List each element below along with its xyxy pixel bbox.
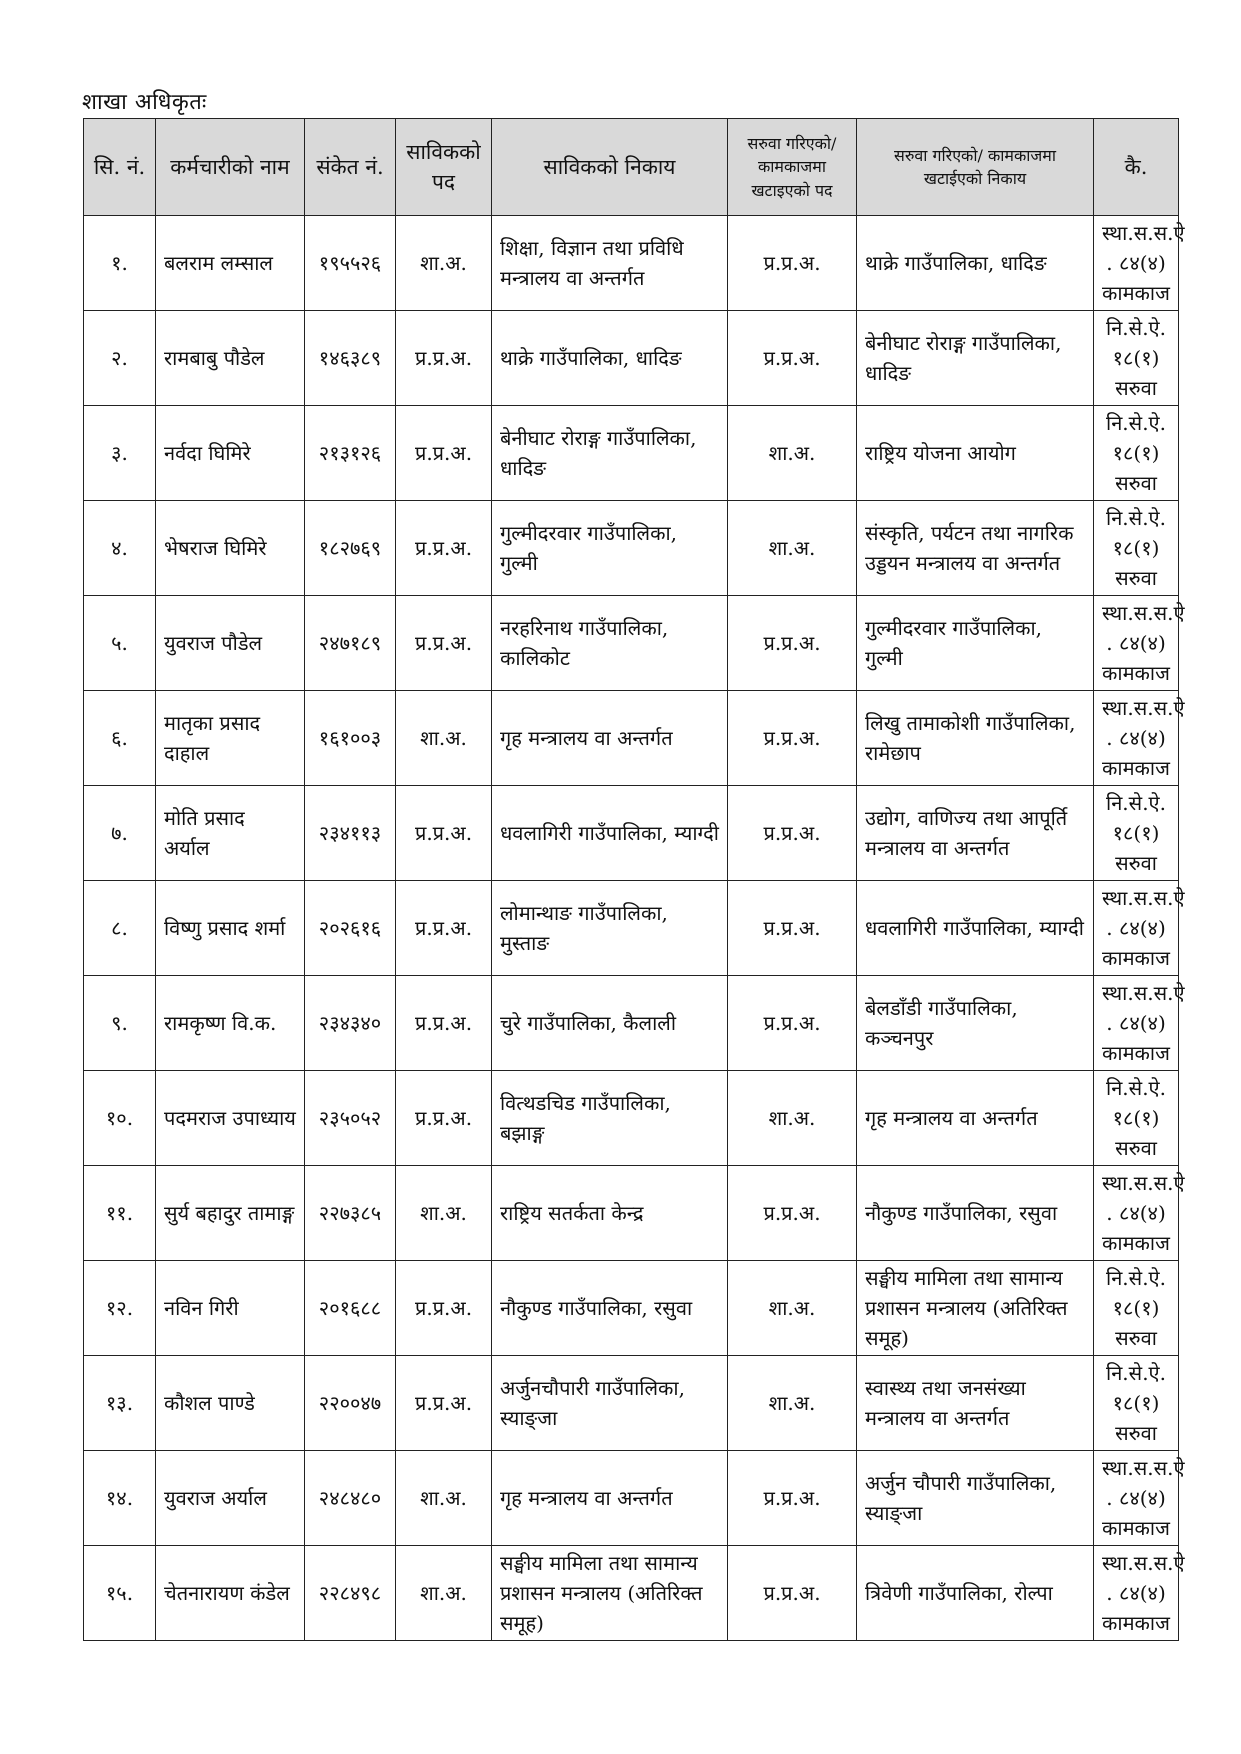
cell-new-office: बेलडाँडी गाउँपालिका, कञ्चनपुर — [857, 976, 1094, 1071]
cell-code: २३५०५२ — [305, 1071, 396, 1166]
cell-code: २४८४८० — [305, 1451, 396, 1546]
cell-code: २३४११३ — [305, 786, 396, 881]
cell-prev-office: गृह मन्त्रालय वा अन्तर्गत — [492, 1451, 728, 1546]
cell-sn: २. — [84, 311, 156, 406]
cell-remarks: स्था.स.स.ऐ . ८४(४) कामकाज — [1094, 596, 1179, 691]
cell-prev-office: लोमान्थाङ गाउँपालिका, मुस्ताङ — [492, 881, 728, 976]
cell-sn: १४. — [84, 1451, 156, 1546]
cell-prev-post: प्र.प्र.अ. — [396, 406, 492, 501]
header-prev-post: साविकको पद — [396, 119, 492, 216]
cell-sn: ५. — [84, 596, 156, 691]
cell-name: मोति प्रसाद अर्याल — [156, 786, 305, 881]
table-row — [84, 1546, 1179, 1641]
table-row — [84, 501, 1179, 596]
cell-remarks: नि.से.ऐ. १८(१) सरुवा — [1094, 406, 1179, 501]
cell-new-post: शा.अ. — [728, 406, 857, 501]
cell-prev-office: नौकुण्ड गाउँपालिका, रसुवा — [492, 1261, 728, 1356]
cell-name: भेषराज घिमिरे — [156, 501, 305, 596]
cell-prev-office: अर्जुनचौपारी गाउँपालिका, स्याङ्जा — [492, 1356, 728, 1451]
cell-name: पदमराज उपाध्याय — [156, 1071, 305, 1166]
cell-new-post: शा.अ. — [728, 1261, 857, 1356]
cell-new-post: शा.अ. — [728, 1356, 857, 1451]
cell-prev-post: प्र.प्र.अ. — [396, 881, 492, 976]
cell-code: २४७१८९ — [305, 596, 396, 691]
cell-prev-office: थाक्रे गाउँपालिका, धादिङ — [492, 311, 728, 406]
cell-prev-post: प्र.प्र.अ. — [396, 596, 492, 691]
cell-code: १८२७६९ — [305, 501, 396, 596]
cell-sn: ११. — [84, 1166, 156, 1261]
cell-new-post: प्र.प्र.अ. — [728, 786, 857, 881]
cell-new-post: शा.अ. — [728, 501, 857, 596]
header-name: कर्मचारीको नाम — [156, 119, 305, 216]
table-row — [84, 1451, 1179, 1546]
cell-remarks: नि.से.ऐ. १८(१) सरुवा — [1094, 1356, 1179, 1451]
table-row — [84, 596, 1179, 691]
cell-name: युवराज पौडेल — [156, 596, 305, 691]
table-row — [84, 311, 1179, 406]
cell-code: २०२६१६ — [305, 881, 396, 976]
cell-remarks: नि.से.ऐ. १८(१) सरुवा — [1094, 786, 1179, 881]
cell-remarks: नि.से.ऐ. १८(१) सरुवा — [1094, 311, 1179, 406]
cell-remarks: स्था.स.स.ऐ . ८४(४) कामकाज — [1094, 881, 1179, 976]
cell-prev-post: प्र.प्र.अ. — [396, 786, 492, 881]
header-sn: सि. नं. — [84, 119, 156, 216]
cell-new-post: शा.अ. — [728, 1071, 857, 1166]
cell-prev-office: नरहरिनाथ गाउँपालिका, कालिकोट — [492, 596, 728, 691]
cell-new-office: अर्जुन चौपारी गाउँपालिका, स्याङ्जा — [857, 1451, 1094, 1546]
cell-name: युवराज अर्याल — [156, 1451, 305, 1546]
cell-name: रामबाबु पौडेल — [156, 311, 305, 406]
table-row — [84, 976, 1179, 1071]
cell-new-post: प्र.प्र.अ. — [728, 691, 857, 786]
section-heading: शाखा अधिकृतः — [82, 90, 207, 115]
cell-remarks: स्था.स.स.ऐ . ८४(४) कामकाज — [1094, 1451, 1179, 1546]
cell-remarks: स्था.स.स.ऐ . ८४(४) कामकाज — [1094, 1546, 1179, 1641]
table-row — [84, 216, 1179, 311]
table-row — [84, 1071, 1179, 1166]
cell-new-post: प्र.प्र.अ. — [728, 976, 857, 1071]
cell-prev-post: शा.अ. — [396, 216, 492, 311]
cell-new-office: थाक्रे गाउँपालिका, धादिङ — [857, 216, 1094, 311]
cell-new-office: त्रिवेणी गाउँपालिका, रोल्पा — [857, 1546, 1094, 1641]
cell-code: २२००४७ — [305, 1356, 396, 1451]
cell-remarks: स्था.स.स.ऐ . ८४(४) कामकाज — [1094, 1166, 1179, 1261]
header-new-office: सरुवा गरिएको/ कामकाजमा खटाईएको निकाय — [857, 119, 1094, 216]
cell-remarks: स्था.स.स.ऐ . ८४(४) कामकाज — [1094, 976, 1179, 1071]
table-row — [84, 691, 1179, 786]
cell-sn: १२. — [84, 1261, 156, 1356]
cell-sn: १५. — [84, 1546, 156, 1641]
cell-sn: ८. — [84, 881, 156, 976]
cell-new-office: गुल्मीदरवार गाउँपालिका, गुल्मी — [857, 596, 1094, 691]
cell-prev-office: वित्थडचिड गाउँपालिका, बझाङ्ग — [492, 1071, 728, 1166]
cell-prev-office: चुरे गाउँपालिका, कैलाली — [492, 976, 728, 1071]
cell-remarks: नि.से.ऐ. १८(१) सरुवा — [1094, 501, 1179, 596]
cell-code: १९५५२६ — [305, 216, 396, 311]
cell-prev-post: प्र.प्र.अ. — [396, 976, 492, 1071]
cell-new-post: प्र.प्र.अ. — [728, 311, 857, 406]
cell-new-post: प्र.प्र.अ. — [728, 881, 857, 976]
header-new-post: सरुवा गरिएको/ कामकाजमा खटाइएको पद — [728, 119, 857, 216]
cell-code: २२७३८५ — [305, 1166, 396, 1261]
cell-name: विष्णु प्रसाद शर्मा — [156, 881, 305, 976]
cell-new-post: प्र.प्र.अ. — [728, 1166, 857, 1261]
cell-name: नर्वदा घिमिरे — [156, 406, 305, 501]
header-remarks: कै. — [1094, 119, 1179, 216]
cell-sn: ४. — [84, 501, 156, 596]
cell-sn: ६. — [84, 691, 156, 786]
cell-remarks: नि.से.ऐ. १८(१) सरुवा — [1094, 1071, 1179, 1166]
cell-new-office: स्वास्थ्य तथा जनसंख्या मन्त्रालय वा अन्तर्गत — [857, 1356, 1094, 1451]
header-code: संकेत नं. — [305, 119, 396, 216]
transfer-table — [83, 118, 1185, 1641]
cell-name: रामकृष्ण वि.क. — [156, 976, 305, 1071]
cell-sn: १०. — [84, 1071, 156, 1166]
cell-code: २२८४९८ — [305, 1546, 396, 1641]
cell-name: मातृका प्रसाद दाहाल — [156, 691, 305, 786]
cell-new-post: प्र.प्र.अ. — [728, 596, 857, 691]
cell-prev-post: प्र.प्र.अ. — [396, 311, 492, 406]
cell-name: सुर्य बहादुर तामाङ्ग — [156, 1166, 305, 1261]
cell-code: १४६३८९ — [305, 311, 396, 406]
cell-prev-office: राष्ट्रिय सतर्कता केन्द्र — [492, 1166, 728, 1261]
cell-code: २१३१२६ — [305, 406, 396, 501]
cell-new-office: उद्योग, वाणिज्य तथा आपूर्ति मन्त्रालय वा अन्तर्गत — [857, 786, 1094, 881]
cell-prev-post: प्र.प्र.अ. — [396, 501, 492, 596]
cell-prev-office: बेनीघाट रोराङ्ग गाउँपालिका, धादिङ — [492, 406, 728, 501]
cell-prev-post: प्र.प्र.अ. — [396, 1261, 492, 1356]
cell-sn: १. — [84, 216, 156, 311]
cell-remarks: स्था.स.स.ऐ . ८४(४) कामकाज — [1094, 691, 1179, 786]
cell-remarks: स्था.स.स.ऐ . ८४(४) कामकाज — [1094, 216, 1179, 311]
cell-code: १६१००३ — [305, 691, 396, 786]
cell-prev-office: सङ्घीय मामिला तथा सामान्य प्रशासन मन्त्रालय (अतिरिक्त समूह) — [492, 1546, 728, 1641]
cell-new-office: सङ्घीय मामिला तथा सामान्य प्रशासन मन्त्रालय (अतिरिक्त समूह) — [857, 1261, 1094, 1356]
cell-prev-post: शा.अ. — [396, 691, 492, 786]
cell-sn: ७. — [84, 786, 156, 881]
cell-new-office: गृह मन्त्रालय वा अन्तर्गत — [857, 1071, 1094, 1166]
cell-sn: १३. — [84, 1356, 156, 1451]
cell-name: नविन गिरी — [156, 1261, 305, 1356]
table-row — [84, 1261, 1179, 1356]
cell-new-post: प्र.प्र.अ. — [728, 1451, 857, 1546]
cell-code: २०१६८८ — [305, 1261, 396, 1356]
cell-name: चेतनारायण कंडेल — [156, 1546, 305, 1641]
cell-prev-post: प्र.प्र.अ. — [396, 1071, 492, 1166]
cell-name: कौशल पाण्डे — [156, 1356, 305, 1451]
cell-new-office: लिखु तामाकोशी गाउँपालिका, रामेछाप — [857, 691, 1094, 786]
table-row — [84, 786, 1179, 881]
cell-prev-office: गृह मन्त्रालय वा अन्तर्गत — [492, 691, 728, 786]
table-header-row — [84, 119, 1179, 216]
cell-code: २३४३४० — [305, 976, 396, 1071]
table-row — [84, 1356, 1179, 1451]
cell-prev-office: गुल्मीदरवार गाउँपालिका, गुल्मी — [492, 501, 728, 596]
cell-new-office: राष्ट्रिय योजना आयोग — [857, 406, 1094, 501]
cell-prev-post: शा.अ. — [396, 1166, 492, 1261]
cell-name: बलराम लम्साल — [156, 216, 305, 311]
cell-sn: ९. — [84, 976, 156, 1071]
table-row — [84, 881, 1179, 976]
cell-new-office: धवलागिरी गाउँपालिका, म्याग्दी — [857, 881, 1094, 976]
cell-prev-post: शा.अ. — [396, 1546, 492, 1641]
header-prev-office: साविकको निकाय — [492, 119, 728, 216]
cell-sn: ३. — [84, 406, 156, 501]
table-row — [84, 406, 1179, 501]
cell-remarks: नि.से.ऐ. १८(१) सरुवा — [1094, 1261, 1179, 1356]
cell-new-office: नौकुण्ड गाउँपालिका, रसुवा — [857, 1166, 1094, 1261]
cell-new-office: संस्कृति, पर्यटन तथा नागरिक उड्डयन मन्त्रालय वा अन्तर्गत — [857, 501, 1094, 596]
cell-prev-office: धवलागिरी गाउँपालिका, म्याग्दी — [492, 786, 728, 881]
table-row — [84, 1166, 1179, 1261]
cell-prev-post: प्र.प्र.अ. — [396, 1356, 492, 1451]
cell-new-post: प्र.प्र.अ. — [728, 216, 857, 311]
cell-prev-office: शिक्षा, विज्ञान तथा प्रविधि मन्त्रालय वा अन्तर्गत — [492, 216, 728, 311]
table-body — [84, 216, 1185, 1641]
cell-prev-post: शा.अ. — [396, 1451, 492, 1546]
cell-new-office: बेनीघाट रोराङ्ग गाउँपालिका, धादिङ — [857, 311, 1094, 406]
cell-new-post: प्र.प्र.अ. — [728, 1546, 857, 1641]
